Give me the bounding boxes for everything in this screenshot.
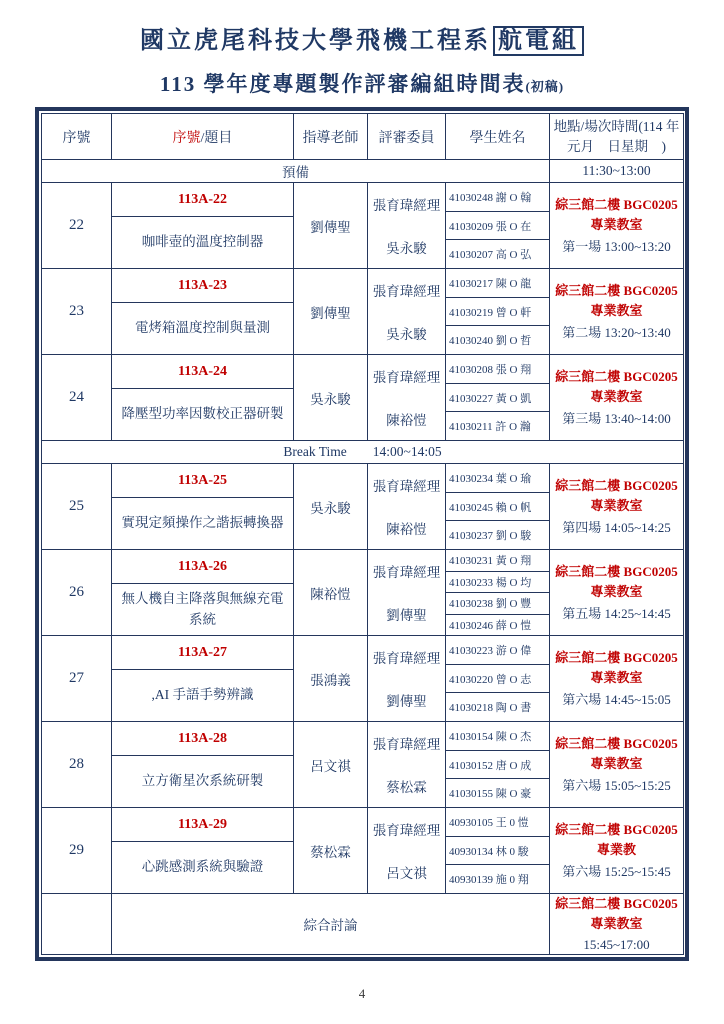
advisor-name: 蔡松霖 <box>294 808 368 894</box>
schedule-table-frame <box>35 107 689 961</box>
project-title: 無人機自主降落與無線充電系統 <box>121 591 284 627</box>
row-seq: 25 <box>42 464 112 550</box>
location-line: 綜三館二樓 BGC0205 <box>555 564 678 580</box>
break-label-text: Break Time <box>283 444 347 459</box>
student-entry: 41030227 黃 O 凱 <box>446 384 549 413</box>
project-code: 113A-22 <box>112 183 293 217</box>
break-time-text: 14:00~14:05 <box>372 444 442 459</box>
student-entry: 41030209 張 O 在 <box>446 212 549 241</box>
row-seq: 24 <box>42 355 112 441</box>
location-line: 綜三館二樓 BGC0205 <box>555 197 678 213</box>
project-code: 113A-24 <box>112 355 293 389</box>
committee-member: 張育瑋經理 <box>372 737 441 753</box>
project-row <box>42 808 684 894</box>
students-cell <box>446 636 550 722</box>
final-label: 綜合討論 <box>112 894 550 955</box>
project-title: 電烤箱溫度控制與量測 <box>135 320 270 336</box>
final-seq-empty <box>42 894 112 955</box>
document-title <box>0 20 724 55</box>
advisor-name: 劉傳聖 <box>294 183 368 269</box>
student-entry: 41030233 楊 O 均 <box>446 572 549 594</box>
break-row <box>42 441 684 464</box>
topic-wrap <box>112 355 293 440</box>
subtitle-draft-note: (初稿) <box>525 79 565 94</box>
committee-member: 張育瑋經理 <box>372 284 441 300</box>
project-row <box>42 183 684 269</box>
committee-member: 陳裕愷 <box>386 521 427 537</box>
topic-wrap <box>112 636 293 721</box>
committee-wrap <box>368 269 445 354</box>
students-cell <box>446 550 550 636</box>
location-cell <box>550 722 684 808</box>
students-cell <box>446 269 550 355</box>
session-info: 第六場 14:45~15:05 <box>562 691 671 707</box>
header-committee: 評審委員 <box>368 114 446 160</box>
students-wrap <box>446 464 549 549</box>
student-entry: 41030218 陶 O 書 <box>449 702 532 715</box>
project-title: 心跳感測系統與驗證 <box>141 859 264 875</box>
project-code: 113A-23 <box>112 269 293 303</box>
location-line: 專業教室 <box>590 217 643 233</box>
topic-wrap <box>112 808 293 893</box>
project-row <box>42 464 684 550</box>
committee-member: 張育瑋經理 <box>372 198 441 214</box>
header-location-line1: 地點/場次時間(114 年 <box>553 118 680 134</box>
student-entry: 40930139 施 0 翔 <box>449 874 529 887</box>
committee-member: 張育瑋經理 <box>372 479 441 495</box>
header-row <box>42 114 684 160</box>
student-entry: 41030219 曾 O 軒 <box>446 298 549 327</box>
header-topic-red: 序號 <box>172 130 201 146</box>
project-row <box>42 355 684 441</box>
project-row <box>42 722 684 808</box>
final-time: 15:45~17:00 <box>583 937 650 953</box>
project-code: 113A-26 <box>112 550 293 584</box>
location-cell <box>550 636 684 722</box>
committee-cell <box>368 636 446 722</box>
location-cell <box>550 550 684 636</box>
project-row <box>42 550 684 636</box>
location-line: 綜三館二樓 BGC0205 <box>555 478 678 494</box>
student-entry: 41030245 賴 O 帆 <box>446 493 549 522</box>
student-entry: 41030217 陳 O 龍 <box>446 269 549 298</box>
location-cell <box>550 269 684 355</box>
final-row <box>42 894 684 955</box>
topic-wrap <box>112 722 293 807</box>
committee-cell <box>368 269 446 355</box>
location-cell <box>550 464 684 550</box>
location-line: 專業教室 <box>590 670 643 686</box>
header-advisor: 指導老師 <box>294 114 368 160</box>
student-entry: 41030246 薛 O 愷 <box>449 619 532 632</box>
project-title: ,AI 手語手勢辨識 <box>151 687 254 703</box>
student-entry: 41030155 陳 O 豪 <box>449 788 532 801</box>
row-seq: 23 <box>42 269 112 355</box>
row-seq: 29 <box>42 808 112 894</box>
header-topic-rest: /題目 <box>200 130 233 146</box>
students-wrap <box>446 808 549 893</box>
session-info: 第三場 13:40~14:00 <box>562 410 671 426</box>
row-seq: 26 <box>42 550 112 636</box>
advisor-name: 呂文祺 <box>294 722 368 808</box>
location-line: 綜三館二樓 BGC0205 <box>555 283 678 299</box>
location-line: 專業教室 <box>590 756 643 772</box>
session-info: 第六場 15:05~15:25 <box>562 777 671 793</box>
students-wrap <box>446 183 549 268</box>
committee-cell <box>368 464 446 550</box>
location-line: 綜三館二樓 BGC0205 <box>555 896 678 911</box>
session-info: 第一場 13:00~13:20 <box>562 238 671 254</box>
topic-cell <box>112 183 294 269</box>
title-boxed-group-label: 航電組 <box>493 26 584 56</box>
session-info: 第四場 14:05~14:25 <box>562 519 671 535</box>
location-line: 專業教室 <box>590 498 643 514</box>
location-line: 綜三館二樓 BGC0205 <box>555 369 678 385</box>
location-line: 專業教室 <box>590 389 643 405</box>
student-entry: 41030240 劉 O 哲 <box>449 335 532 348</box>
topic-cell <box>112 269 294 355</box>
students-cell <box>446 722 550 808</box>
committee-member: 劉傳聖 <box>386 693 427 709</box>
student-entry: 41030152 唐 O 成 <box>446 751 549 780</box>
committee-member: 呂文祺 <box>386 865 427 881</box>
advisor-name: 張鴻義 <box>294 636 368 722</box>
subtitle-text: 113 學年度專題製作評審編組時間表 <box>159 72 526 96</box>
students-cell <box>446 464 550 550</box>
students-cell <box>446 808 550 894</box>
location-cell <box>550 183 684 269</box>
committee-member: 張育瑋經理 <box>372 651 441 667</box>
page-number: 4 <box>358 986 366 1001</box>
student-entry: 41030208 張 O 翔 <box>446 355 549 384</box>
committee-cell <box>368 722 446 808</box>
topic-cell <box>112 464 294 550</box>
break-label <box>42 441 684 464</box>
project-code: 113A-28 <box>112 722 293 756</box>
table-footer-section <box>42 894 684 955</box>
committee-cell <box>368 808 446 894</box>
topic-wrap <box>112 269 293 354</box>
student-entry: 41030207 高 O 弘 <box>449 249 532 262</box>
students-wrap <box>446 355 549 440</box>
location-line: 專業教室 <box>590 916 643 932</box>
project-title: 立方衛星次系統研製 <box>141 773 264 789</box>
project-code: 113A-27 <box>112 636 293 670</box>
students-cell <box>446 355 550 441</box>
committee-wrap <box>368 808 445 893</box>
session-info: 第二場 13:20~13:40 <box>562 324 671 340</box>
student-entry: 40930105 王 0 愷 <box>446 808 549 837</box>
committee-member: 陳裕愷 <box>386 412 427 428</box>
student-entry: 41030220 曾 O 志 <box>446 665 549 694</box>
committee-member: 蔡松霖 <box>386 779 427 795</box>
committee-wrap <box>368 355 445 440</box>
prep-label: 預備 <box>42 160 550 183</box>
topic-wrap <box>112 464 293 549</box>
committee-member: 張育瑋經理 <box>372 565 441 581</box>
committee-wrap <box>368 636 445 721</box>
final-location <box>550 894 684 955</box>
location-line: 專業教室 <box>590 303 643 319</box>
document-subtitle <box>0 68 724 98</box>
student-entry: 41030223 游 O 偉 <box>446 636 549 665</box>
committee-member: 張育瑋經理 <box>372 823 441 839</box>
topic-wrap <box>112 550 293 635</box>
project-code: 113A-25 <box>112 464 293 498</box>
header-seq: 序號 <box>42 114 112 160</box>
student-entry: 41030154 陳 O 杰 <box>446 722 549 751</box>
header-location <box>550 114 684 160</box>
prep-row <box>42 160 684 183</box>
location-line: 綜三館二樓 BGC0205 <box>555 822 678 838</box>
students-wrap <box>446 550 549 635</box>
topic-cell <box>112 550 294 636</box>
schedule-table <box>41 113 684 955</box>
row-seq: 28 <box>42 722 112 808</box>
location-line: 專業教室 <box>590 584 643 600</box>
topic-wrap <box>112 183 293 268</box>
students-wrap <box>446 636 549 721</box>
student-entry: 41030211 許 O 瀚 <box>449 421 531 434</box>
row-seq: 22 <box>42 183 112 269</box>
committee-wrap <box>368 550 445 635</box>
committee-wrap <box>368 183 445 268</box>
students-wrap <box>446 269 549 354</box>
title-text: 國立虎尾科技大學飛機工程系 <box>140 28 491 54</box>
prep-time: 11:30~13:00 <box>550 160 684 183</box>
committee-member: 張育瑋經理 <box>372 370 441 386</box>
committee-cell <box>368 183 446 269</box>
advisor-name: 劉傳聖 <box>294 269 368 355</box>
committee-member: 吳永駿 <box>386 326 427 342</box>
students-cell <box>446 183 550 269</box>
student-entry: 40930134 林 0 駿 <box>446 837 549 866</box>
project-title: 咖啡壺的溫度控制器 <box>141 234 264 250</box>
header-students: 學生姓名 <box>446 114 550 160</box>
topic-cell <box>112 355 294 441</box>
project-title: 降壓型功率因數校正器研製 <box>121 406 284 422</box>
advisor-name: 吳永駿 <box>294 355 368 441</box>
committee-cell <box>368 550 446 636</box>
location-cell <box>550 355 684 441</box>
project-code: 113A-29 <box>112 808 293 842</box>
project-title: 實現定頻操作之諧振轉換器 <box>121 515 284 531</box>
location-line: 專業教 <box>596 842 636 858</box>
committee-wrap <box>368 722 445 807</box>
project-row <box>42 269 684 355</box>
project-row <box>42 636 684 722</box>
session-info: 第六場 15:25~15:45 <box>562 863 671 879</box>
committee-member: 劉傳聖 <box>386 607 427 623</box>
advisor-name: 吳永駿 <box>294 464 368 550</box>
location-line: 綜三館二樓 BGC0205 <box>555 736 678 752</box>
topic-cell <box>112 722 294 808</box>
advisor-name: 陳裕愷 <box>294 550 368 636</box>
committee-wrap <box>368 464 445 549</box>
students-wrap <box>446 722 549 807</box>
header-location-line2: 元月 日星期 ) <box>567 138 666 154</box>
location-cell <box>550 808 684 894</box>
committee-member: 吳永駿 <box>386 240 427 256</box>
student-entry: 41030234 葉 O 瑜 <box>446 464 549 493</box>
student-entry: 41030248 謝 O 翰 <box>446 183 549 212</box>
committee-cell <box>368 355 446 441</box>
session-info: 第五場 14:25~14:45 <box>562 605 671 621</box>
table-header-section <box>42 114 684 183</box>
project-rows-section <box>42 183 684 894</box>
location-line: 綜三館二樓 BGC0205 <box>555 650 678 666</box>
student-entry: 41030231 黃 O 翔 <box>446 550 549 572</box>
student-entry: 41030237 劉 O 駿 <box>449 530 532 543</box>
header-topic <box>112 114 294 160</box>
student-entry: 41030238 劉 O 豐 <box>446 593 549 615</box>
row-seq: 27 <box>42 636 112 722</box>
topic-cell <box>112 636 294 722</box>
topic-cell <box>112 808 294 894</box>
